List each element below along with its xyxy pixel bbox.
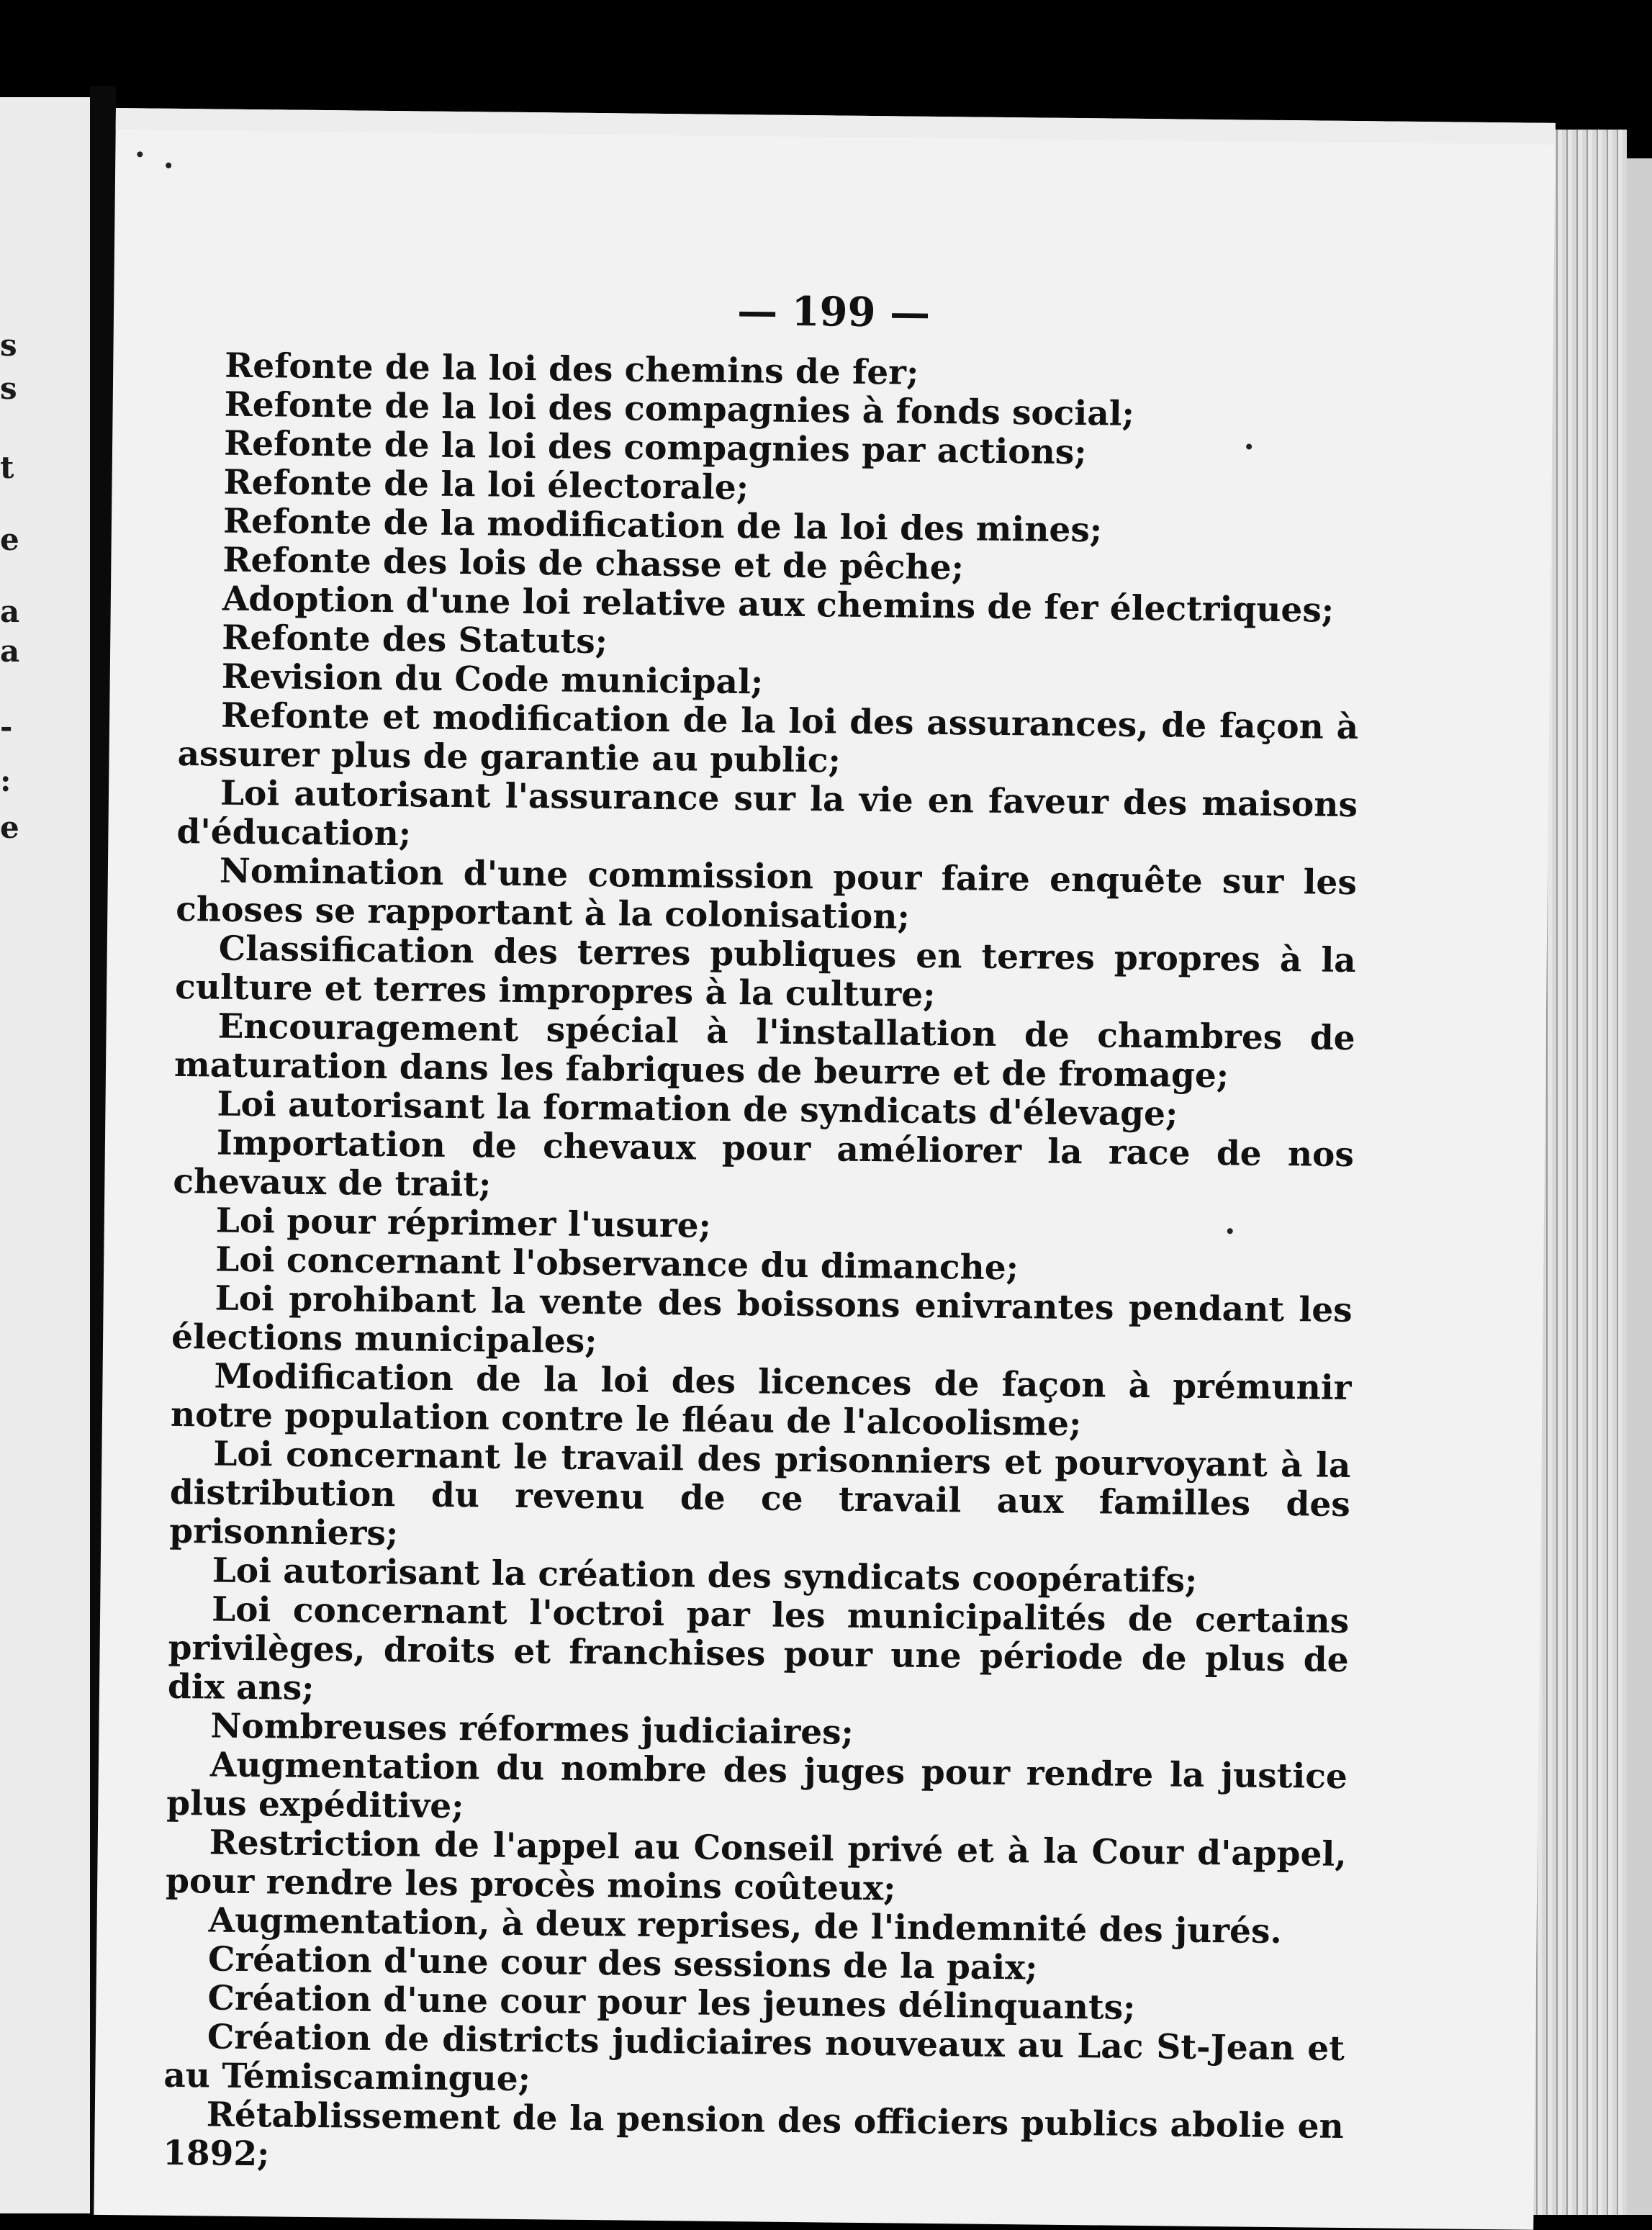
list-item: Nomination d'une commission pour faire enquête sur les choses se rapportant à la colonisation;	[176, 851, 1358, 937]
list-item: Loi autorisant la création des syndicats coopératifs;	[212, 1550, 1198, 1601]
list-item: Nombreuses réformes judiciaires;	[210, 1706, 854, 1753]
list-item: Rétablissement de la pension des officiers publics abolie en 1892;	[162, 2095, 1345, 2175]
ink-speck	[137, 151, 143, 157]
list-item: Refonte de la modification de la loi des mines;	[222, 501, 1103, 551]
left-page-letter: a	[0, 633, 20, 669]
list-item: Loi concernant l'octroi par les municipalités de certains privilèges, droits et franchises pour une période de plus de dix ans;	[167, 1589, 1350, 1709]
page-top-edge	[116, 108, 1556, 145]
left-page-letter: s	[0, 328, 17, 363]
list-item: Importation de chevaux pour améliorer la race de nos chevaux de trait;	[173, 1123, 1355, 1205]
list-item: Modification de la loi des licences de façon à prémunir notre population contre le fléau de l'alcoolisme;	[170, 1356, 1352, 1445]
list-item: Loi pour réprimer l'usure;	[215, 1201, 712, 1246]
list-item: Refonte de la loi des chemins de fer;	[224, 346, 919, 393]
list-item: Refonte de la loi des compagnies par actions;	[223, 423, 1087, 473]
list-item: Revision du Code municipal;	[221, 656, 764, 703]
legislation-list	[163, 346, 1362, 2185]
left-page-letter: s	[0, 371, 17, 406]
left-page-letter: e	[0, 810, 19, 845]
list-item: Refonte de la loi des compagnies à fonds social;	[224, 384, 1135, 434]
book-page	[94, 108, 1556, 2230]
list-item: Loi concernant l'observance du dimanche;	[215, 1240, 1019, 1288]
list-item: Création d'une cour pour les jeunes délinquants;	[207, 1978, 1136, 2028]
list-item: Refonte des Statuts;	[222, 618, 608, 662]
list-item: Création d'une cour des sessions de la paix;	[207, 1939, 1038, 1988]
list-item: Augmentation du nombre des juges pour rendre la justice plus expéditive;	[166, 1745, 1348, 1827]
list-item: Loi concernant le travail des prisonniers et pourvoyant à la distribution du revenu de ce travail aux familles des prisonniers;	[169, 1434, 1351, 1554]
left-page-letter: :	[0, 763, 12, 798]
list-item: Adoption d'une loi relative aux chemins de fer électriques;	[222, 579, 1335, 631]
list-item: Refonte de la loi électorale;	[223, 462, 749, 508]
left-page-letter: t	[0, 450, 14, 485]
list-item: Restriction de l'appel au Conseil privé et à la Cour d'appel, pour rendre les procès moins coûteux;	[165, 1823, 1347, 1909]
list-item: Création de districts judiciaires nouveaux au Lac St-Jean et au Témiscamingue;	[163, 2017, 1345, 2100]
left-page-edge	[0, 97, 90, 2213]
list-item: Loi autorisant la formation de syndicats d'élevage;	[217, 1084, 1178, 1134]
list-item: Encouragement spécial à l'installation de chambres de maturation dans les fabriques de beurre et de fromage;	[173, 1006, 1355, 1096]
list-item: Loi autorisant l'assurance sur la vie en faveur des maisons d'éducation;	[176, 773, 1358, 854]
list-item: Augmentation, à deux reprises, de l'indemnité des jurés.	[208, 1900, 1283, 1952]
list-item: Classification des terres publiques en terres propres à la culture et terres impropres à la culture;	[174, 929, 1356, 1015]
list-item: Loi prohibant la vente des boissons enivrantes pendant les élections municipales;	[171, 1278, 1353, 1362]
list-item: Refonte des lois de chasse et de pêche;	[222, 540, 965, 588]
list-item: Refonte et modification de la loi des assurances, de façon à assurer plus de garantie au public;	[177, 695, 1359, 781]
page-number: — 199 —	[736, 287, 931, 337]
left-page-letter: e	[0, 522, 19, 557]
left-page-letter: -	[0, 709, 13, 744]
ink-speck	[166, 163, 171, 168]
left-page-letter: a	[0, 594, 20, 629]
